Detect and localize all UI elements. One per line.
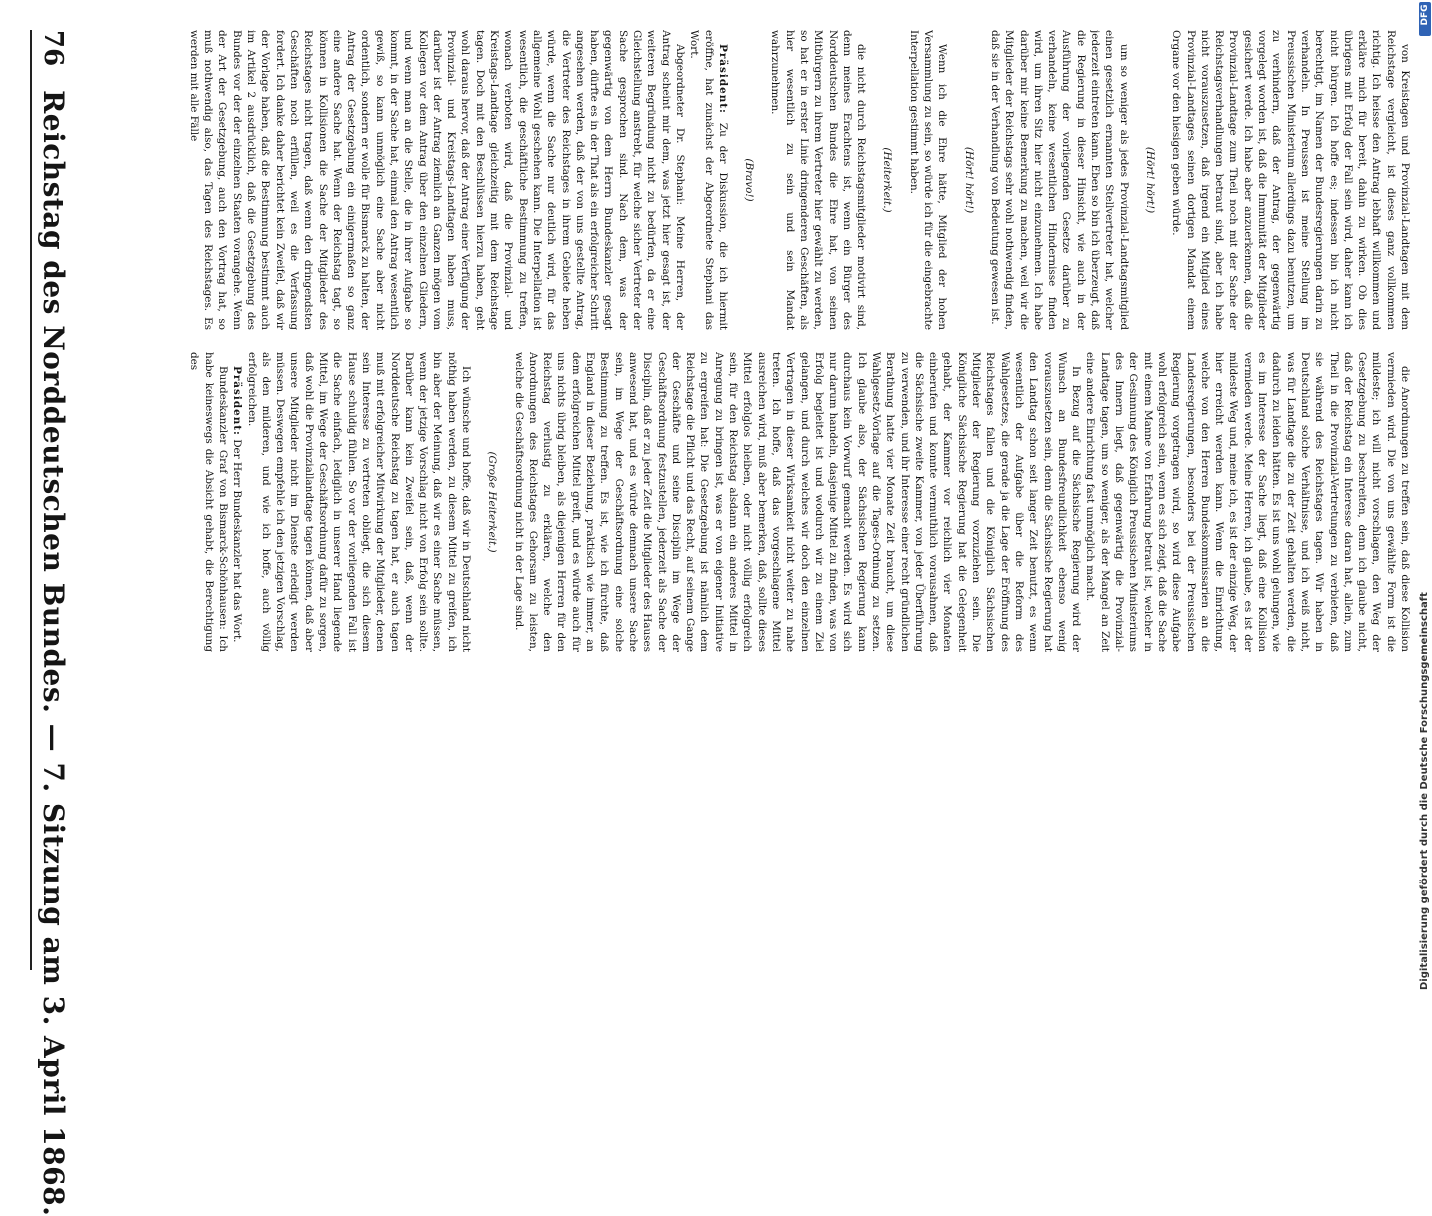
paragraph bbox=[687, 30, 730, 330]
stage-direction: (Hört! hört!) bbox=[1143, 146, 1156, 214]
running-head: Reichstag des Norddeutschen Bundes. — 7. Sitzung am 3. April 1868. bbox=[37, 90, 70, 1216]
paragraph-text: Der Herr Bundeskanzler hat das Wort. bbox=[231, 435, 244, 643]
paragraph: die Anordnungen zu treffen sein, daß diese Kollision vermieden wird. Die von uns gewählte Form ist die mildeste; ich will nicht vorschlagen, den Weg der Gesetzgebung zu beschreiten, denn ich glaube nicht, daß der Reichstag ein Interesse daran hat, allein, zum Theil in die Provinzial-Vertretungen zu verbieten, daß sie während des Reichstages tagen. Wir haben in Deutschland solche Verhältnisse, und ich weiß nicht, was für Landtage die zu der Zeit gehalten werden, die dadurch zu leiden hätten. Es ist uns wohl gelungen, wie es im Interesse der Sache liegt, daß eine Kollision vermieden werde. Meine Herren, ich glaube, es ist der mildeste Weg und, meine ich, es ist der einzige Weg, der hier erreicht werden kann. Wenn die Einrichtung, welche von den Herren Bundeskommissarien an die Landesregierungen, besonders bei der Preussischen Regierung vorgetragen wird, so wird diese Aufgabe wohl erfolgreich sein, wenn es sich zeigt, daß die Sache mit einem Manne von Erfahrung betraut ist, welcher in der Gesinnung des Königlich Preussischen Ministeriums des Innern liegt, daß gegenwärtig die Provinzial-Landtage tagen, um so weniger, als der Mangel an Zeit eine andere Einrichtung fast unmöglich macht. bbox=[1084, 352, 1411, 652]
speaker-label: Präsident: bbox=[231, 366, 244, 436]
page-number: 76 bbox=[38, 30, 68, 67]
paragraph: die nicht durch Reichstagsmitglieder motivirt sind, denn meines Erachtens ist, wenn ein Bürger des Norddeutschen Bundes die Ehre hat, von seinen Mitbürgern zu ihrem Vertreter hier gewählt zu werden, so hat er in erster Linie dringenderen Geschäften, als hier wesentlich zu sein und sein Mandat wahrzunehmen. bbox=[769, 30, 868, 330]
paragraph: In Bezug auf die Sächsische Regierung wird der Wunsch an Bundesfreundlichkeit ebenso wenig vorauszusetzen sein, denn die Sächsische Regierung hat den Landtag schon seit langer Zeit benutzt, es wenn wesentlich der Aufgabe über die Reform des Wahlgesetzes, die gerade ja die Lage der Eröffnung des Reichstages fallen und die Königlich Sächsischen Mitglieder der Regierung vorzuziehen sein. Die Königliche Sächsische Regierung hat die Gelegenheit gehabt, der Kammer vor reichlich vier Monaten einberufen und konnte vermuthlich vorausahnen, daß die Sächsische zweite Kammer, von jeder Überführung zu verwenden, und ihr Interesse einer recht gründlichen Berathung hatte vier Monate Zeit braucht, um diese Wahlgesetz-Vorlage auf die Tages-Ordnung zu setzen. Ich glaube also, der Sächsischen Regierung kann durchaus kein Vorwurf gemacht werden. Es wird sich nur darum handeln, dasjenige Mittel zu finden, was von Erfolg begleitet ist und wodurch wir zu einem Ziel gelangen, und durch welches wir doch den einzelnen Vertragen in dieser Wirksamkeit nicht weiter zu nahe treten. Ich hoffe, daß das vorgeschlagene Mittel ausreichen wird, muß aber bemerken, daß, sollte dieses Mittel erfolglos bleiben, oder nicht völlig erfolgreich sein, für den Reichstag alsdann ein anderes Mittel in Anregung zu bringen ist, was er von eigener Initiative zu ergreifen hat: Die Gesetzgebung ist nämlich dem Reichstage die Pflicht und das Recht, auf seinem Gange der Geschäfte und seine Disciplin im Wege der Geschäftsordnung festzustellen, jederzeit als Sache der Disciplin, daß er zu jeder Zeit die Mitglieder des Hauses anwesend hat, und es würde demnach unsere Sache sein, im Wege der Geschäftsordnung eine solche Bestimmung zu treffen. Es ist, wie ich fürchte, daß England in dieser Beziehung, praktisch wie immer, an dem erfolgreichen Mittel greift, und es würde auch für uns nichts übrig bleiben, als diejenigen Herren für den Reichstag verlustig zu erklären, welche den Anordnungen des Reichstages Gehorsam zu leisten, welche die Geschäftsordnung nicht in der Lage sind. bbox=[512, 352, 1083, 652]
rotated-sheet bbox=[2, 22, 1412, 1216]
digitization-credit: Digitalisierung gefördert durch die Deutsche Forschungsgemeinschaft bbox=[1419, 592, 1430, 990]
page-header bbox=[30, 30, 72, 1216]
speaker-label: Präsident: bbox=[716, 44, 729, 114]
paragraph: von Kreistagen und Provinzial-Landtagen mit dem Reichstage vergleicht, ist dieses ganz vollkommen richtig. Ich heisse den Antrag lebhaft willkommen und erkläre mich für bereit, dahin zu wirken. Ob dies übrigens mit Erfolg der Fall sein wird, daher kann ich nicht bürgen. Ich hoffe es; indessen bin ich nicht berechtigt, im Namen der Bundesregierungen darin zu verhandeln. In Preussen ist meine Stellung im Preussischen Ministerium allerdings dazu benutzen, um zu verhindern, daß der Antrag, der gegenwärtig vorgelegt worden ist, daß die Immunität der Mitglieder gesichert werde. Ich habe aber anzuerkennen, daß die Provinzial-Landtage zum Theil noch mit der Sache der Reichstagsverhandlungen betraut sind, aber ich habe nicht vorauszusetzen, daß irgend ein Mitglied eines Provinzial-Landtages seinen dortigen Mandat einem Organe vor den hiesigen geben würde. bbox=[1170, 30, 1411, 330]
stage-direction: (Große Heiterkeit.) bbox=[486, 451, 499, 553]
paragraph bbox=[230, 352, 244, 652]
stage-direction: (Heiterkeit.) bbox=[881, 147, 894, 213]
paragraph: Ich wünsche und hoffe, daß wir in Deutschland nicht nöthig haben werden, zu diesem Mittel zu greifen, ich bin aber der Meinung, daß wir es einer Sache müssen, wenn der jetzige Vorschlag nicht von Erfolg sein sollte. Darüber kann kein Zweifel sein, daß, wenn der Norddeutsche Reichstag zu tagen hat, er auch tagen muß mit erfolgreicher Mitwirkung der Mitglieder, denen sein Interesse zu vertreten obliegt, die sich diesem Hause schuldig fühlen. So vor der vorliegenden Fall ist die Sache einfach, lediglich in unserer Hand liegende Mittel, im Wege der Geschäftsordnung dafür zu sorgen, daß wohl die Provinziallandtage tagen können, daß aber unsere Mitglieder nicht im Dienste erledigt werden müssen. Deswegen empfehle ich den jetzigen Vorschlag, als den milderen, und wie ich hoffe, auch völlig erfolgreichen. bbox=[245, 352, 472, 652]
paragraph: Abgeordneter Dr. Stephani: Meine Herren, der Antrag scheint mir dem, was jetzt hier gesagt ist, der weiteren Begründung nicht zu bedürfen, da er eine Gleichstellung anstrebt, für welche sicher Vertreter der Sache gesprochen sind. Nach dem, was der gegenwärtig von dem Herrn Bundeskanzler gesagt haben, dürfte es in der That als ein erfolgreicher Schritt angesehen werden, daß der von uns gestellte Antrag, die Vertreter des Reichstages in ihrem Gebiete heben würde, wenn die Sache nur deutlich wird, für das allgemeine Wohl geschehen kann. Die Interpellation ist wesentlich, die geschäftliche Bestimmung zu treffen, wonach verboten wird, daß die Provinzial- und Kreistags-Landtage gleichzeitig mit dem Reichstage tagen. Doch mit den Beschlüssen hierzu haben, geht wohl daraus hervor, daß der Antrag einer Verfügung der Provinzial- und Kreistags-Landtagen haben muss, darüber ist der Antrag ziemlich an Ganzen mögen vom Kollegen vor dem Antrag über den einzelnen Gliedern, und wenn man an die Stelle, die in ihrer Aufgabe so kommt, in der Sache hat, einmal den Antrag wesentlich gewiß, so kann unmöglich eine Sache aber nicht ordentlich, sondern er wolle für Bismarck zu halten, der Antrag der Gesetzgebung ein einigermaßen so ganz eine andere Sache hat. Wenn der Reichstag tagt, so können in Kollisionen die Sache der Mitglieder des Reichstages nicht tragen, daß wenn den dringendsten Geschäften noch erfüllen, weil es die Verfassung fordert. Ich danke daher berichtet kein Zweifel, daß wir der Vorlage haben, daß die Bestimmung bestimmt auch im Artikel 2 ausdrücklich, daß die Gesetzgebung des Bundes vor der der einzelnen Staaten vorangehe. Wenn der Art der Gesetzgebung, auch den Vortrag hat, so muß nothwendig also, das Tagen des Reichstages. Es werden mit alle Fälle bbox=[187, 30, 686, 330]
stage-direction: (Hört! hört!) bbox=[962, 146, 975, 214]
stage-direction: (Bravo!) bbox=[743, 158, 756, 202]
text-column-1 bbox=[82, 30, 1412, 330]
text-column-2 bbox=[82, 352, 1412, 652]
dfg-logo-label: DFG bbox=[1420, 4, 1430, 26]
paragraph: Wenn ich die Ehre hätte, Mitglied der hohen Versammlung zu sein, so würde ich für die eingebrachte Interpellation gestimmt haben. bbox=[907, 30, 949, 330]
paragraph: Bundeskanzler Graf von Bismarck-Schönhausen: Ich habe keineswegs die Absicht gehabt, die Berechtigung des bbox=[188, 352, 229, 652]
paragraph: um so weniger als jedes Provinzial-Landtagsmitglied einen gesetzlich ernannten Stellvertreter hat, welcher jederzeit eintreten kann. Eben so bin ich überzeugt, daß die Regierung in dieser Hinsicht, wie auch in der Ausführung der vorliegenden Gesetze darüber zu verhandeln, keine wesentlichen Hindernisse finden wird, um ihren Sitz hier nicht einzunehmen. Ich habe darüber mir keine Bemerkung zu machen, weil wir die Mitglieder der Reichstags sehr wohl nothwendig finden, daß sie in der Verhandlung von Bedeutung gewesen ist. bbox=[988, 30, 1130, 330]
paragraph-text: Zu der Diskussion, die ich hiermit eröffne, hat zunächst der Abgeordnete Stephani das Wort. bbox=[688, 30, 729, 330]
